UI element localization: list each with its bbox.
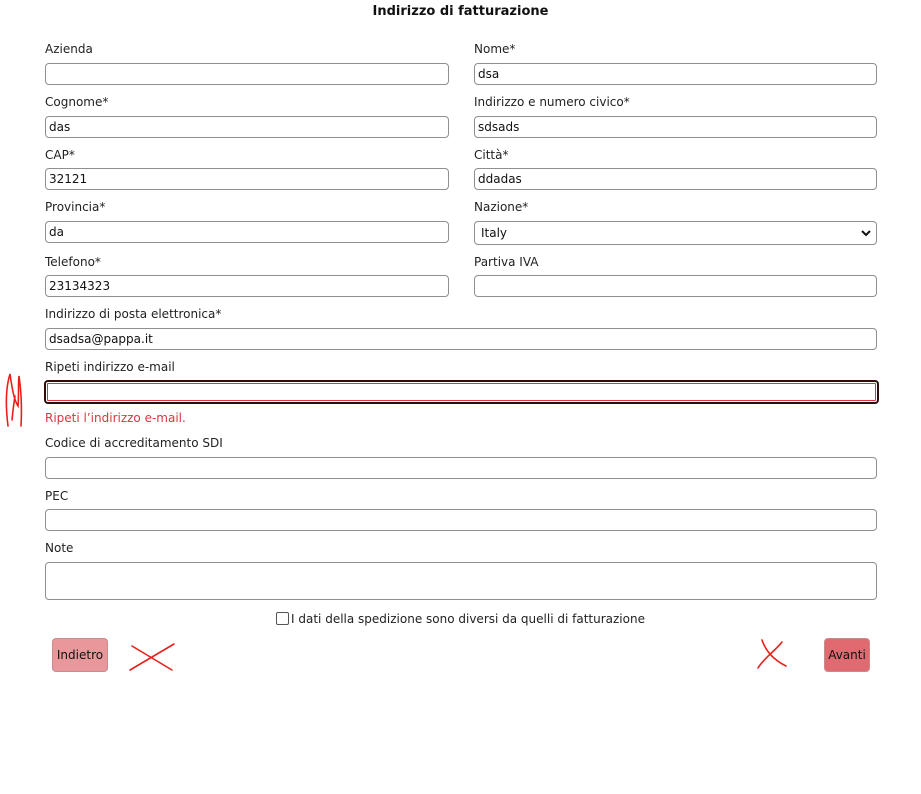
page-title: Indirizzo di fatturazione [372,4,549,19]
annotation-cross-back-mark [126,640,178,674]
sdi-label: Codice di accreditamento SDI [45,436,223,450]
email-input[interactable]: dsadsa@pappa.it [45,328,877,350]
indirizzo-input[interactable]: sdsads [474,116,877,138]
partiva-input[interactable] [474,275,877,297]
chevron-down-icon [861,222,871,245]
nazione-select[interactable] [474,221,877,245]
provincia-input[interactable]: da [45,221,449,243]
azienda-label: Azienda [45,42,93,56]
nome-label: Nome* [474,42,516,56]
pec-label: PEC [45,489,69,503]
cap-label: CAP* [45,148,75,162]
note-label: Note [45,541,74,555]
shipping-different-row [0,612,921,626]
provincia-label: Provincia* [45,200,106,214]
indirizzo-label: Indirizzo e numero civico* [474,95,630,109]
nome-input[interactable]: dsa [474,63,877,85]
pec-input[interactable] [45,509,877,531]
partiva-label: Partiva IVA [474,255,539,269]
citta-input[interactable]: ddadas [474,168,877,190]
cognome-input[interactable]: das [45,116,449,138]
note-textarea[interactable] [45,562,877,600]
cap-input[interactable]: 32121 [45,168,449,190]
annotation-cross-next-mark [752,636,792,672]
email-repeat-label: Ripeti indirizzo e-mail [45,360,175,374]
annotation-scribble-mark [0,360,30,435]
nazione-value: Italy [481,226,508,240]
next-button[interactable]: Avanti [824,638,870,672]
azienda-input[interactable] [45,63,449,85]
cognome-label: Cognome* [45,95,109,109]
back-button[interactable]: Indietro [52,638,108,672]
shipping-different-label[interactable]: I dati della spedizione sono diversi da quelli di fatturazione [291,612,645,626]
telefono-input[interactable]: 23134323 [45,275,449,297]
email-repeat-input[interactable] [44,380,879,404]
email-label: Indirizzo di posta elettronica* [45,307,222,321]
nazione-label: Nazione* [474,200,529,214]
sdi-input[interactable] [45,457,877,479]
telefono-label: Telefono* [45,255,101,269]
citta-label: Città* [474,148,509,162]
email-repeat-error: Ripeti l’indirizzo e-mail. [45,411,186,425]
shipping-different-checkbox[interactable] [276,612,289,625]
